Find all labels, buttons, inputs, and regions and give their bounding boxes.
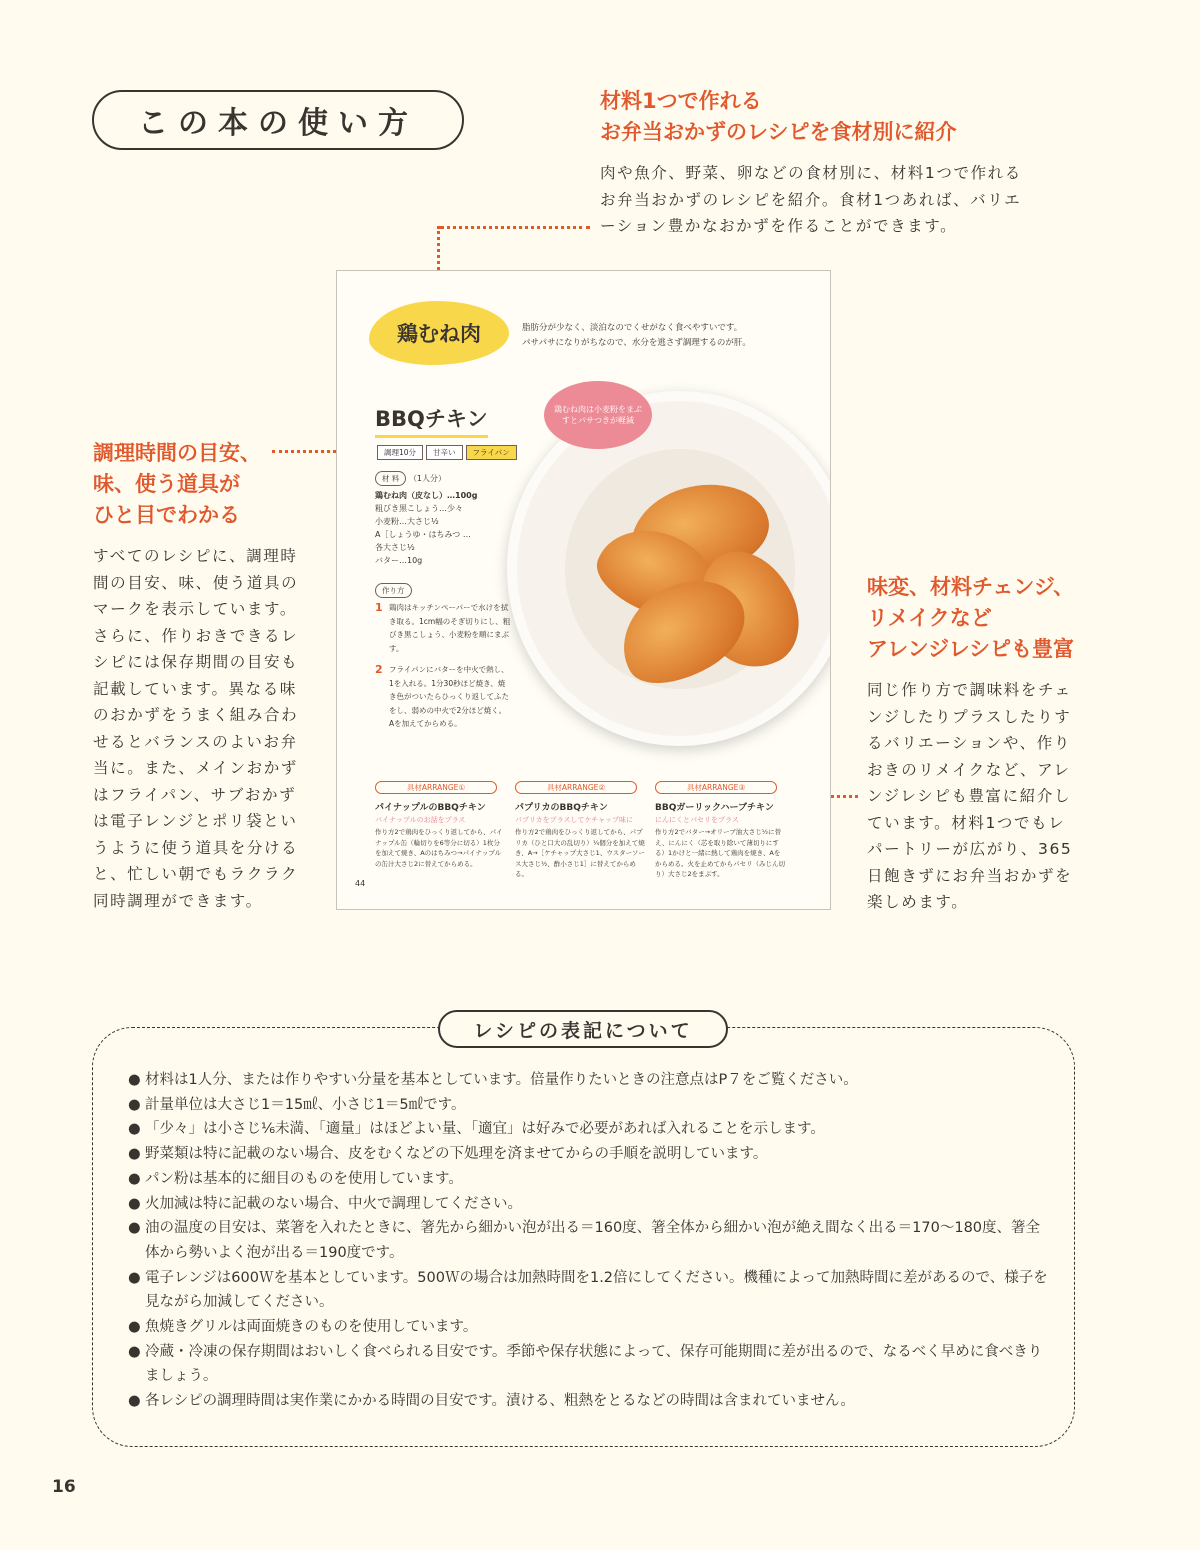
- arrange-subtitle: パプリカをプラスしてケチャップ味に: [515, 816, 633, 824]
- right-callout-body: 同じ作り方で調味料をチェンジしたりプラスしたりするバリエーションや、作りおきのリメイクなど、アレンジレシピも豊富に紹介しています。材料1つでもレパートリーが広がり、365日飽きずにお弁当おかずを楽しめます。: [867, 681, 1073, 911]
- notation-title: レシピの表記について: [438, 1010, 728, 1048]
- list-item: [128, 1117, 1048, 1142]
- category-description: [522, 321, 812, 351]
- steps-label: 作り方: [375, 583, 412, 598]
- intro-heading-line: お弁当おかずのレシピを食材別に紹介: [600, 120, 957, 144]
- step-number: 2: [375, 663, 383, 676]
- arrange-body: 作り方2で鶏肉をひっくり返してから、パプリカ（ひと口大の乱切り）¼個分を加えて焼き、A→［ケチャップ大さじ1、ウスターソース大さじ½、酢小さじ1］に替えてからめる。: [515, 828, 645, 878]
- connector-line: [440, 226, 590, 229]
- bullet-icon: ●: [128, 1269, 141, 1286]
- bullet-icon: ●: [128, 1096, 141, 1113]
- arrange-subtitle: パイナップルのお話をプラス: [375, 816, 466, 824]
- arrange-title: BBQガーリックハーブチキン: [655, 803, 774, 813]
- step-number: 1: [375, 601, 383, 614]
- list-item-text: 魚焼きグリルは両面焼きのものを使用しています。: [145, 1319, 478, 1336]
- tag-time: 調理10分: [377, 445, 423, 460]
- ingredient-item: 小麦粉…大さじ½: [375, 517, 439, 526]
- list-item-text: 冷蔵・冷凍の保存期間はおいしく食べられる目安です。季節や保存状態によって、保存可能期間に差が出るので、なるべく早めに食べきりましょう。: [145, 1343, 1043, 1385]
- tag-taste: 甘辛い: [426, 445, 463, 460]
- arrange-label: 具材ARRANGE③: [655, 781, 777, 794]
- step-text: フライパンにバターを中火で熱し、1を入れる。1分30秒ほど焼き、焼き色がついたらひっくり返してふたをし、弱めの中火で2分ほど焼く。Aを加えてからめる。: [389, 665, 509, 728]
- list-item-text: 油の温度の目安は、菜箸を入れたときに、箸先から細かい泡が出る＝160度、箸全体から細かい泡が絶え間なく出る＝170〜180度、箸全体から勢いよく泡が出る＝190度です。: [145, 1220, 1041, 1261]
- sample-page-number: 44: [355, 879, 366, 888]
- ingredients-label: 材 料: [375, 471, 406, 486]
- list-item-text: パン粉は基本的に細目のものを使用しています。: [145, 1170, 463, 1187]
- list-item: [128, 1340, 1048, 1389]
- arrange-body: 作り方2でバター→オリーブ油大さじ½に替え、にんにく（芯を取り除いて薄切りにする）1かけと一緒に熱して鶏肉を焼き、Aをからめる。火を止めてからパセリ（みじん切り）大さじ2をまぶす。: [655, 828, 785, 878]
- ingredients: [375, 471, 515, 567]
- servings: （1人分）: [408, 474, 447, 483]
- left-heading-line: 味、使う道具が: [93, 472, 240, 496]
- bullet-icon: ●: [128, 1170, 141, 1187]
- list-item-text: 各レシピの調理時間は実作業にかかる時間の目安です。漬ける、粗熱をとるなどの時間は含まれていません。: [145, 1393, 855, 1410]
- notation-list: [128, 1068, 1048, 1414]
- left-heading-line: 調理時間の目安、: [93, 441, 261, 465]
- ingredient-item: 鶏むね肉（皮なし）…100g: [375, 491, 478, 500]
- list-item: [128, 1093, 1048, 1118]
- arrange-title: パイナップルのBBQチキン: [375, 803, 486, 813]
- arrange-card: [515, 781, 645, 880]
- intro-body: 肉や魚介、野菜、卵などの食材別に、材料1つで作れるお弁当おかずのレシピを紹介。食材1つあれば、バリエーション豊かなおかずを作ることができます。: [600, 164, 1022, 235]
- bullet-icon: ●: [128, 1072, 141, 1088]
- category-desc-line: 脂肪分が少なく、淡泊なのでくせがなく食べやすいです。: [522, 323, 743, 333]
- arrange-title: パプリカのBBQチキン: [515, 803, 608, 813]
- category-desc-line: パサパサになりがちなので、水分を逃さず調理するのが肝。: [522, 338, 751, 348]
- list-item-text: 火加減は特に記載のない場合、中火で調理してください。: [145, 1195, 522, 1212]
- tip-bubble: 鶏むね肉は小麦粉をまぶすとパサつきが軽減: [544, 381, 652, 449]
- arrange-card: [375, 781, 505, 869]
- list-item-text: 電子レンジは600Ｗを基本としています。500Ｗの場合は加熱時間を1.2倍にしてください。機種によって加熱時間に差があるので、様子を見ながら加減してください。: [145, 1269, 1048, 1311]
- recipe-tags: [377, 445, 517, 460]
- intro-heading-line: 材料1つで作れる: [600, 89, 762, 113]
- steps-heading: [375, 583, 412, 598]
- arrange-body: 作り方2で鶏肉をひっくり返してから、パイナップル缶（輪切りを6等分に切る）1枚分を加えて焼き、Aのはちみつ→パイナップルの缶汁大さじ2に替えてからめる。: [375, 828, 503, 868]
- list-item-text: 計量単位は大さじ1＝15㎖、小さじ1＝5㎖です。: [145, 1096, 466, 1113]
- ingredient-item: バター…10g: [375, 556, 423, 565]
- list-item: [128, 1315, 1048, 1340]
- page-number: 16: [52, 1477, 76, 1497]
- right-heading-line: 味変、材料チェンジ、: [867, 575, 1075, 599]
- arrange-label: 具材ARRANGE①: [375, 781, 497, 794]
- right-heading-line: リメイクなど: [867, 606, 992, 630]
- list-item-text: 材料は1人分、または作りやすい分量を基本としています。倍量作りたいときの注意点はP７をご覧ください。: [145, 1072, 858, 1088]
- step-text: 鶏肉はキッチンペーパーで水けを拭き取る。1cm幅のそぎ切りにし、粗びき黒こしょう、小麦粉を順にまぶす。: [389, 603, 511, 653]
- list-item-text: 野菜類は特に記載のない場合、皮をむくなどの下処理を済ませてからの手順を説明しています。: [145, 1146, 768, 1163]
- list-item: [128, 1389, 1048, 1414]
- left-heading-line: ひと目でわかる: [93, 503, 240, 527]
- list-item: [128, 1142, 1048, 1167]
- arrange-card: [655, 781, 785, 880]
- list-item-text: 「少々」は小さじ⅙未満、「適量」はほどよい量、「適宜」は好みで必要があれば入れることを示します。: [145, 1121, 825, 1138]
- sample-recipe-page: [336, 270, 831, 910]
- bullet-icon: ●: [128, 1146, 141, 1163]
- list-item: [128, 1216, 1048, 1265]
- tag-tool: フライパン: [466, 445, 517, 460]
- bullet-icon: ●: [128, 1393, 141, 1410]
- ingredient-item: 粗びき黒こしょう…少々: [375, 504, 463, 513]
- ingredient-item: A［しょうゆ・はちみつ …各大さじ½: [375, 530, 471, 552]
- left-callout-heading: [93, 438, 293, 531]
- intro-heading: [600, 86, 1030, 148]
- arrange-label: 具材ARRANGE②: [515, 781, 637, 794]
- bullet-icon: ●: [128, 1195, 141, 1212]
- bullet-icon: ●: [128, 1220, 141, 1237]
- arrange-subtitle: にんにくとパセリをプラス: [655, 816, 739, 824]
- left-callout-body: すべてのレシピに、調理時間の目安、味、使う道具のマークを表示しています。さらに、作りおきできるレシピには保存期間の目安も記載しています。異なる味のおかずをうまく組み合わせるとバランスのよいお弁当に。また、メインおかずはフライパン、サブおかずは電子レンジとポリ袋というように使う道具を分けると、忙しい朝でもラクラク同時調理ができます。: [93, 547, 299, 910]
- page-title: この本の使い方: [92, 90, 464, 150]
- list-item: [128, 1167, 1048, 1192]
- recipe-title: BBQチキン: [375, 403, 488, 438]
- list-item: [128, 1266, 1048, 1315]
- list-item: [128, 1068, 1048, 1093]
- bullet-icon: ●: [128, 1343, 141, 1360]
- right-heading-line: アレンジレシピも豊富: [867, 637, 1075, 661]
- right-callout-heading: [867, 572, 1107, 665]
- bullet-icon: ●: [128, 1319, 141, 1336]
- category-label: 鶏むね肉: [369, 301, 509, 365]
- bullet-icon: ●: [128, 1121, 141, 1138]
- list-item: [128, 1192, 1048, 1217]
